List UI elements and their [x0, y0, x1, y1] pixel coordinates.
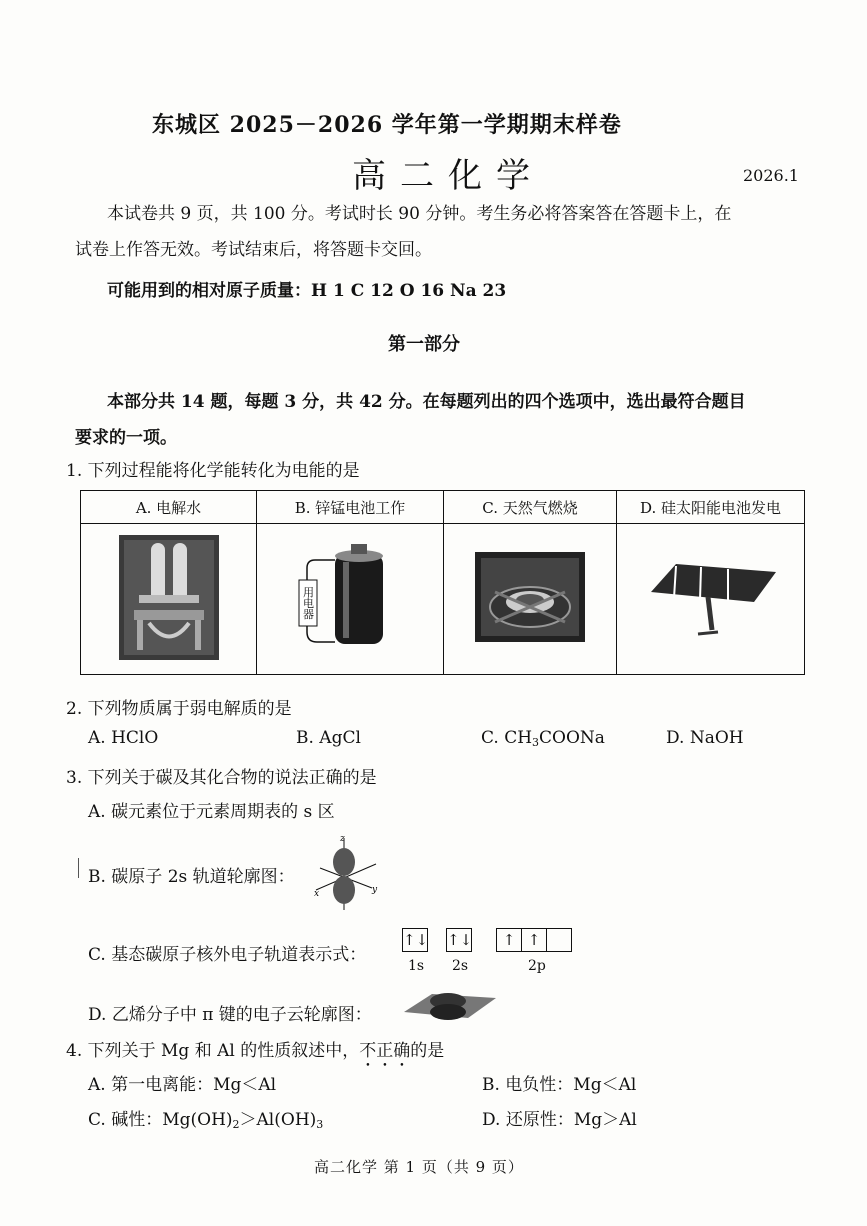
q4-option-b: B. 电负性：Mg＜Al [482, 1075, 637, 1095]
orbital-box-2p-3 [546, 928, 572, 952]
appliance-label: 用电器 [301, 586, 315, 620]
q3-option-a: A. 碳元素位于元素周期表的 s 区 [88, 802, 335, 822]
axis-y-label: y [372, 885, 378, 895]
q1-option-c: C. 天然气燃烧 [444, 491, 617, 524]
instructions-line-2: 试卷上作答无效。考试结束后，将答题卡交回。 [75, 240, 432, 260]
solar-panel-image [617, 524, 805, 675]
q1-option-a: A. 电解水 [81, 491, 257, 524]
axis-x-label: x [314, 889, 320, 899]
gas-burner-image [444, 524, 617, 675]
axis-z-label: z [340, 834, 345, 844]
part-one-desc-2: 要求的一项。 [75, 428, 177, 448]
exam-date: 2026.1 [743, 166, 799, 185]
orbital-diagram [312, 832, 382, 916]
electrolysis-image [81, 524, 257, 675]
q2-option-d: D. NaOH [666, 728, 744, 748]
page-footer: 高二化学 第 1 页（共 9 页） [314, 1158, 524, 1176]
label-2p: 2p [528, 958, 546, 974]
q1-options-table [80, 490, 805, 675]
part-one-desc-1: 本部分共 14 题，每题 3 分，共 42 分。在每题列出的四个选项中，选出最符合题目 [107, 392, 746, 412]
exam-title: 东城区 2025－2026 学年第一学期期末样卷 [152, 112, 622, 138]
orbital-box-2s: ↑↓ [446, 928, 472, 952]
atomic-mass-line: 可能用到的相对原子质量：H 1 C 12 O 16 Na 23 [107, 281, 507, 301]
q3-option-c: C. 基态碳原子核外电子轨道表示式： [88, 945, 367, 965]
q4-stem: 4. 下列关于 Mg 和 Al 的性质叙述中，不正确的是 [66, 1041, 445, 1061]
orbital-box-1s: ↑↓ [402, 928, 428, 952]
part-one-title: 第一部分 [388, 334, 460, 355]
pi-bond-diagram [402, 988, 498, 1028]
q2-option-c: C. $CH_3COONa$ [481, 728, 605, 749]
subject-title: 高二化学 [352, 156, 544, 196]
q3-option-d: D. 乙烯分子中 π 键的电子云轮廓图： [88, 1005, 372, 1025]
q4-option-c: C. 碱性：$Mg(OH)_2>Al(OH)_3$ [88, 1110, 324, 1131]
orbital-box-2p-2: ↑ [521, 928, 547, 952]
q1-stem: 1. 下列过程能将化学能转化为电能的是 [66, 461, 360, 481]
q2-stem: 2. 下列物质属于弱电解质的是 [66, 699, 292, 719]
q4-option-d: D. 还原性：Mg＞Al [482, 1110, 637, 1130]
margin-mark [78, 858, 79, 878]
q2-option-a: A. HClO [88, 728, 159, 748]
zinc-manganese-battery-image [257, 524, 444, 675]
q1-option-d: D. 硅太阳能电池发电 [617, 491, 805, 524]
q4-option-a: A. 第一电离能：Mg＜Al [88, 1075, 277, 1095]
q2-option-b: B. AgCl [296, 728, 361, 748]
q1-option-b: B. 锌锰电池工作 [257, 491, 444, 524]
orbital-box-2p-1: ↑ [496, 928, 522, 952]
q3-stem: 3. 下列关于碳及其化合物的说法正确的是 [66, 768, 377, 788]
label-2s: 2s [452, 958, 469, 974]
label-1s: 1s [408, 958, 425, 974]
instructions-line-1: 本试卷共 9 页，共 100 分。考试时长 90 分钟。考生务必将答案答在答题卡上，在 [107, 204, 732, 224]
q3-option-b: B. 碳原子 2s 轨道轮廓图： [88, 867, 295, 887]
